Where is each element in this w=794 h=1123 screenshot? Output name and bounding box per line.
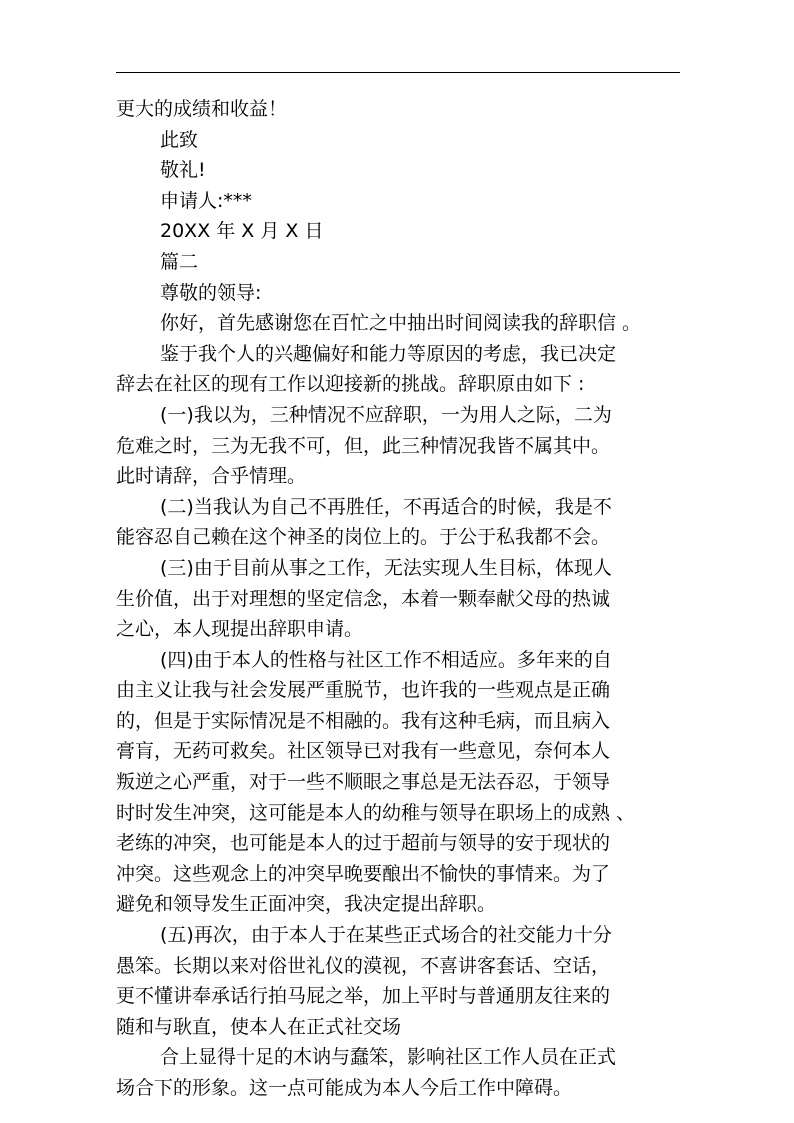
- salutation-cizhi: 此致: [160, 128, 199, 151]
- paragraph-line: 更不懂讲奉承话行拍马屁之举，加上平时与普通朋友往来的: [116, 985, 611, 1008]
- section-heading: 篇二: [160, 250, 199, 273]
- paragraph-line: 辞去在社区的现有工作以迎接新的挑战。辞职原由如下 :: [116, 373, 585, 396]
- paragraph-line: 你好，首先感谢您在百忙之中抽出时间阅读我的辞职信 。: [160, 312, 642, 335]
- paragraph-line: 愚笨。长期以来对俗世礼仪的漠视，不喜讲客套话、空话，: [116, 954, 611, 977]
- paragraph-line: 叛逆之心严重，对于一些不顺眼之事总是无法吞忍，于领导: [116, 771, 611, 794]
- paragraph-line: 之心，本人现提出辞职申请。: [116, 618, 364, 641]
- header-rule: [116, 72, 680, 73]
- paragraph-line: 避免和领导发生正面冲突，我决定提出辞职。: [116, 893, 497, 916]
- paragraph-line: (一)我以为，三种情况不应辞职，一为用人之际，二为: [160, 403, 612, 426]
- salutation-jingli: 敬礼!: [160, 159, 206, 182]
- paragraph-line: 此时请辞，合乎情理。: [116, 465, 307, 488]
- paragraph-line: 的，但是于实际情况是不相融的。我有这种毛病，而且病入: [116, 709, 611, 732]
- paragraph-line: 膏肓，无药可救矣。社区领导已对我有一些意见，奈何本人: [116, 740, 611, 763]
- paragraph-line: (二)当我认为自己不再胜任，不再适合的时候，我是不: [160, 495, 612, 518]
- paragraph-line: (四)由于本人的性格与社区工作不相适应。多年来的自: [160, 648, 612, 671]
- paragraph-line: 生价值，出于对理想的坚定信念，本着一颗奉献父母的热诚: [116, 587, 611, 610]
- paragraph-line: (五)再次，由于本人于在某些正式场合的社交能力十分: [160, 924, 612, 947]
- paragraph-line: 老练的冲突，也可能是本人的过于超前与领导的安于现状的: [116, 832, 611, 855]
- greeting-line: 尊敬的领导:: [160, 281, 262, 304]
- paragraph-line: 场合下的形象。这一点可能成为本人今后工作中障碍。: [116, 1077, 573, 1099]
- paragraph-line: 危难之时，三为无我不可，但，此三种情况我皆不属其中。: [116, 434, 611, 457]
- paragraph-line: 时时发生冲突，这可能是本人的幼稚与领导在职场上的成熟 、: [116, 801, 636, 824]
- paragraph-line: 鉴于我个人的兴趣偏好和能力等原因的考虑，我已决定: [160, 342, 617, 365]
- paragraph-line: 能容忍自己赖在这个神圣的岗位上的。于公于私我都不会。: [116, 526, 611, 549]
- paragraph-line: 冲突。这些观念上的冲突早晚要酿出不愉快的事情来。为了: [116, 862, 611, 885]
- paragraph-line: (三)由于目前从事之工作，无法实现人生目标，体现人: [160, 556, 612, 579]
- paragraph-line: 合上显得十足的木讷与蠢笨，影响社区工作人员在正式: [160, 1046, 617, 1069]
- paragraph-line: 随和与耿直，使本人在正式社交场: [116, 1015, 402, 1038]
- paragraph-line: 由主义让我与社会发展严重脱节，也许我的一些观点是正确: [116, 679, 611, 702]
- applicant-line: 申请人:***: [160, 189, 252, 212]
- document-body: [116, 94, 690, 1104]
- date-line: 20XX 年 X 月 X 日: [160, 220, 324, 243]
- closing-line: 更大的成绩和收益！: [116, 98, 288, 120]
